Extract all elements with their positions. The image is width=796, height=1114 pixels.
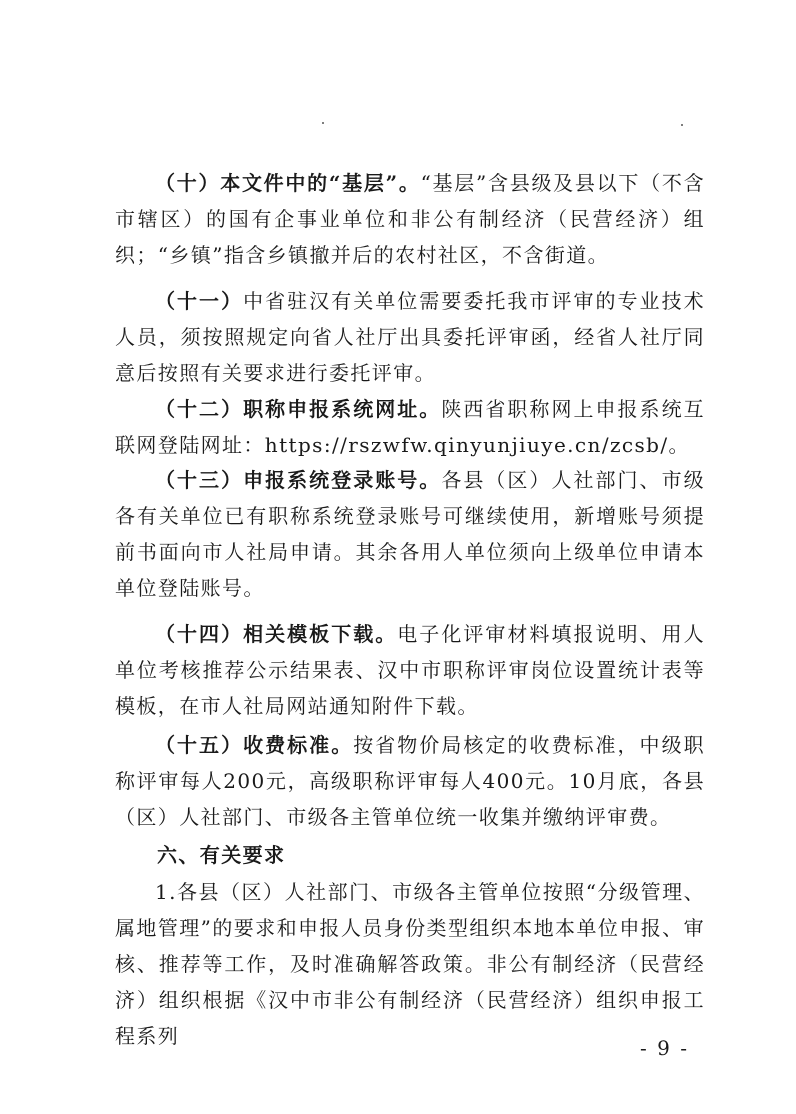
paragraph-15 <box>115 727 705 835</box>
paragraph-body: 中省驻汉有关单位需要委托我市评审的专业技术人员，须按照规定向省人社厅出具委托评审函，经省人社厅同意后按照有关要求进行委托评审。 <box>115 289 705 385</box>
scan-dot <box>322 122 324 124</box>
paragraph-heading: （十三）申报系统登录账号。 <box>155 468 442 492</box>
scan-dot <box>681 124 683 126</box>
paragraph-body: 各县（区）人社部门、市级各有关单位已有职称系统登录账号可继续使用，新增账号须提前书面向市人社局申请。其余各用人单位须向上级单位申请本单位登陆账号。 <box>115 468 705 600</box>
paragraph-heading: （十四）相关模板下载。 <box>155 622 398 646</box>
page-number: - 9 - <box>640 1036 689 1060</box>
paragraph-13 <box>115 462 705 606</box>
paragraph-heading: （十五）收费标准。 <box>155 733 354 757</box>
paragraph-body: “基层”含县级及县以下（不含市辖区）的国有企事业单位和非公有制经济（民营经济）组织；“乡镇”指含乡镇撤并后的农村社区，不含街道。 <box>115 171 705 267</box>
requirement-1: 1.各县（区）人社部门、市级各主管单位按照“分级管理、属地管理”的要求和申报人员身份类型组织本地本单位申报、审核、推荐等工作，及时准确解答政策。非公有制经济（民营经济）组织根据《汉中市非公有制经济（民营经济）组织申报工程系列 <box>115 880 705 1048</box>
paragraph-body: 电子化评审材料填报说明、用人单位考核推荐公示结果表、汉中市职称评审岗位设置统计表等模板，在市人社局网站通知附件下载。 <box>115 622 705 718</box>
paragraph-body: 陕西省职称网上申报系统互联网登陆网址：https://rszwfw.qinyunjiuye.cn/zcsb/。 <box>115 397 705 457</box>
paragraph-body: 按省物价局核定的收费标准，中级职称评审每人200元，高级职称评审每人400元。10月底，各县（区）人社部门、市级各主管单位统一收集并缴纳评审费。 <box>115 733 705 829</box>
paragraph-heading: （十）本文件中的“基层”。 <box>155 171 421 195</box>
paragraph-14 <box>115 616 705 724</box>
paragraph-11 <box>115 283 705 391</box>
paragraph-heading: （十一） <box>155 289 244 313</box>
paragraph-10 <box>115 165 705 273</box>
paragraph-heading: （十二）职称申报系统网址。 <box>155 397 442 421</box>
paragraph-12 <box>115 391 705 463</box>
section-title: 六、有关要求 <box>157 843 286 867</box>
